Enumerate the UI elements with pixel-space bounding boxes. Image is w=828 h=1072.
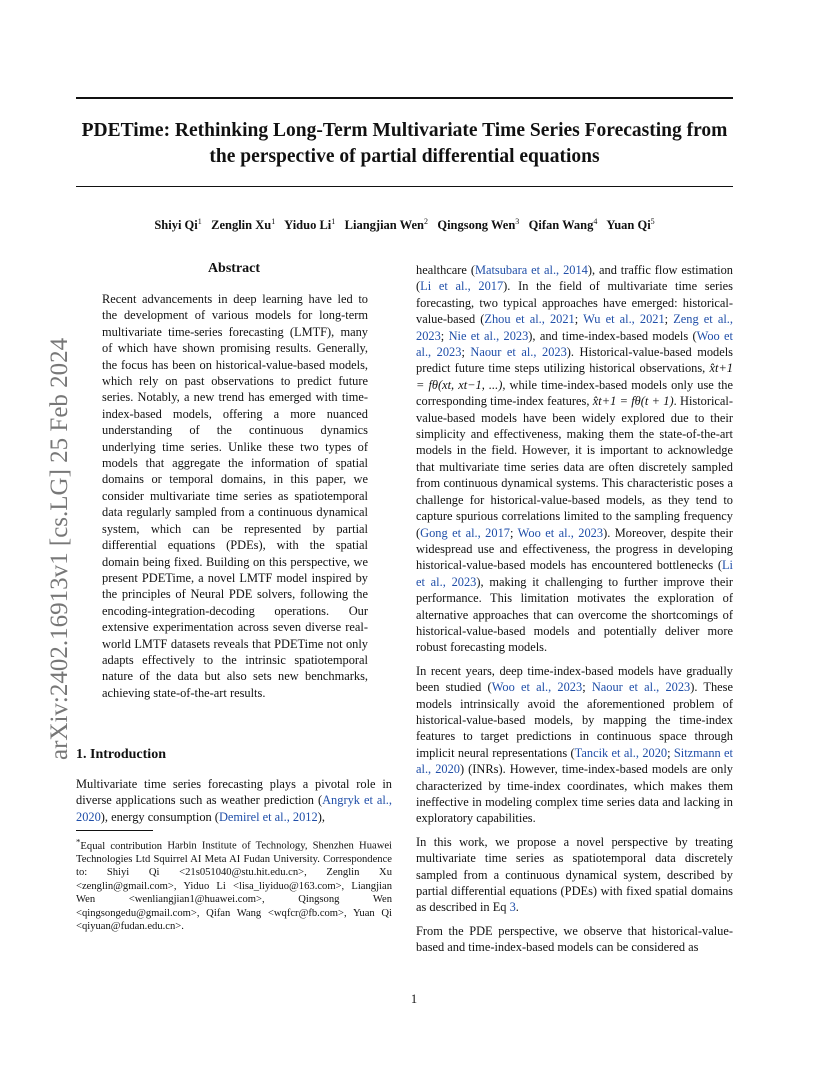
citation-link[interactable]: Matsubara et al., 2014 [474,263,588,277]
affiliations-note: Harbin Institute of Technology, Shenzhen Huawei Technologies Ltd Squirrel AI Meta AI Fudan University. [76,840,392,865]
author [345,218,428,232]
citation-link[interactable]: Naour et al., 2023 [470,345,567,360]
abstract-body: Recent advancements in deep learning have led to the development of various models for long-term multivariate time-series forecasting (LMTF), many of which have shown promising results. Generally, the focus has been on historical-value-based models, which rely on past observations to predict future series. Notably, a new trend has emerged with time-index-based models, offering a more nuanced understanding of the continuous dynamics underlying time series. Unlike these two types of models that aggregate the information of spatial domains or temporal domains, in this paper, we consider multivariate time series as spatiotemporal data regularly sampled from a continuous dynamical system, which can be represented by partial differential equations (PDEs), with the spatial domain being fixed. Building on this perspective, we present PDETime, a novel LMTF model inspired by the principles of Neural PDE solvers, following the encoding-integration-decoding operations. Our extensive experimentation across seven diverse real-world LMTF datasets reveals that PDETime not only adapts effectively to the intrinsic spatiotemporal nature of the data but also sets new benchmarks, achieving state-of-the-art results. [102,292,368,700]
author-name: Yiduo Li [284,218,332,232]
author-name: Qifan Wang [528,218,594,232]
correspondence-note: Correspondence to: Shiyi Qi <21s051040@stu.hit.edu.cn>, Zenglin Xu <zenglin@gmail.com>, Yiduo Li <lisa_liyiduo@163.com>, Liangjian Wen <wenliangjian1@huawei.com>, Qingsong Wen <qingsongedu@gmail.com>, Qifan Wang <wqfcr@fb.com>, Yuan Qi <qiyuan@fudan.edu.cn>. [76,853,392,932]
citation-link[interactable]: Naour et al., 2023 [591,680,691,695]
right-column [416,262,733,963]
equation-historical: x̂t+1 = fθ(xt, xt−1, ...) [416,361,733,392]
text-run: Multivariate time series forecasting plays a pivotal role in diverse applications such as weather prediction ( [76,777,392,808]
affiliation-mark: 5 [650,217,655,226]
author-list [76,213,733,234]
introduction-paragraph [76,776,392,825]
citation-link[interactable]: Tancik et al., 2020 [574,745,668,760]
citation-link[interactable]: Sitzmann et al., 2020 [416,745,733,777]
affiliation-mark: 4 [593,217,598,226]
equation-reference-link[interactable]: 3 [509,900,516,915]
citation-link[interactable]: Li et al., 2017 [420,279,504,294]
affiliation-mark: 1 [331,217,336,226]
equal-contribution-note: *Equal contribution [76,836,163,852]
arxiv-identifier[interactable]: arXiv:2402.16913v1 [cs.LG] 25 Feb 2024 [46,337,73,760]
top-rule-thick [76,97,733,99]
affiliation-mark: 2 [423,217,428,226]
affiliation-mark: 1 [271,217,276,226]
author-name: Qingsong Wen [437,218,516,232]
citation-link[interactable]: Zhou et al., 2021 [484,312,575,327]
author-name: Shiyi Qi [154,218,198,232]
citation-link[interactable]: Woo et al., 2023 [517,525,604,540]
citation-link[interactable]: Zeng et al., 2023 [416,312,733,343]
citation-link[interactable]: Demirel et al., 2012 [218,809,318,824]
arxiv-stamp [20,290,73,760]
footnote-divider [76,830,153,831]
paragraph: In this work, we propose a novel perspective by treating multivariate time series as spatiotemporal data discretely sampled from a continuous dynamical system, described by partial differential equations (PDEs) with fixed spatial domains as described in Eq 3. [416,834,733,915]
author [154,218,201,232]
citation-link[interactable]: Angryk et al., 2020 [76,793,392,824]
section-heading-introduction: 1. Introduction [76,747,166,762]
paragraph: In recent years, deep time-index-based models have gradually been studied (Woo et al., 2023; Naour et al., 2023). These models intrinsically avoid the aforementioned problem of historical-value-based models, by mapping the time-index features to target predictions in continuous space through implicit neural representations (Tancik et al., 2020; Sitzmann et al., 2020) (INRs). However, time-index-based models are only characterized by time-index coordinates, which makes them ineffective in modeling complex time series data and lacking in exploratory capabilities. [416,663,734,826]
citation-link[interactable]: Woo et al., 2023 [491,680,583,695]
author [437,218,519,232]
abstract-heading: Abstract [207,261,261,276]
author-name: Liangjian Wen [344,218,424,232]
affiliation-mark: 1 [197,217,202,226]
paragraph: healthcare (Matsubara et al., 2014), and traffic flow estimation (Li et al., 2017). In the field of multivariate time series forecasting, two typical approaches have emerged: historical-value-based (Zhou et al., 2021; Wu et al., 2021; Zeng et al., 2023; Nie et al., 2023), and time-index-based models (Woo et al., 2023; Naour et al., 2023). Historical-value-based models predict future time steps utilizing historical observations, x̂t+1 = fθ(xt, xt−1, ...), while time-index-based models only use the corresponding time-index features, x̂t+1 = fθ(t + 1). Historical-value-based models have been widely explored due to their simplicity and effectiveness, making them the state-of-the-art models in the field. However, it is important to acknowledge that multivariate time series data are often discretely sampled from continuous dynamical systems. This characteristic poses a challenge for historical-value-based models, as they tend to capture spurious correlations limited to the sampling frequency (Gong et al., 2017; Woo et al., 2023). Moreover, despite their widespread use and effectiveness, the progress in developing historical-value-based models has encountered bottlenecks (Li et al., 2023), making it challenging to further improve their performance. This limitation motivates the exploration of alternative approaches that can overcome the shortcomings of historical-value-based models and potentially deliver more robust forecasting models. [416,263,734,655]
author-name: Yuan Qi [606,218,651,232]
paragraph: From the PDE perspective, we observe that historical-value-based and time-index-based models can be considered as [416,923,733,955]
author [606,218,654,232]
page-number: 1 [410,992,418,1006]
footnote [76,835,392,933]
paper-title: PDETime: Rethinking Long-Term Multivariate Time Series Forecasting from the perspective of partial differential equations [81,120,728,167]
author-name: Zenglin Xu [211,218,272,232]
citation-link[interactable]: Woo et al., 2023 [416,328,733,360]
citation-link[interactable]: Li et al., 2023 [416,558,733,589]
author [211,218,275,232]
equation-time-index: x̂t+1 = fθ(t + 1) [592,394,674,409]
citation-link[interactable]: Wu et al., 2021 [583,312,665,327]
text-run: ), [317,809,325,824]
text-run: ), energy consumption ( [100,809,219,824]
author [284,218,335,232]
citation-link[interactable]: Nie et al., 2023 [448,328,529,343]
citation-link[interactable]: Gong et al., 2017 [420,525,510,540]
author [529,218,598,232]
affiliation-mark: 3 [515,217,520,226]
title-rule-bottom [76,186,733,187]
